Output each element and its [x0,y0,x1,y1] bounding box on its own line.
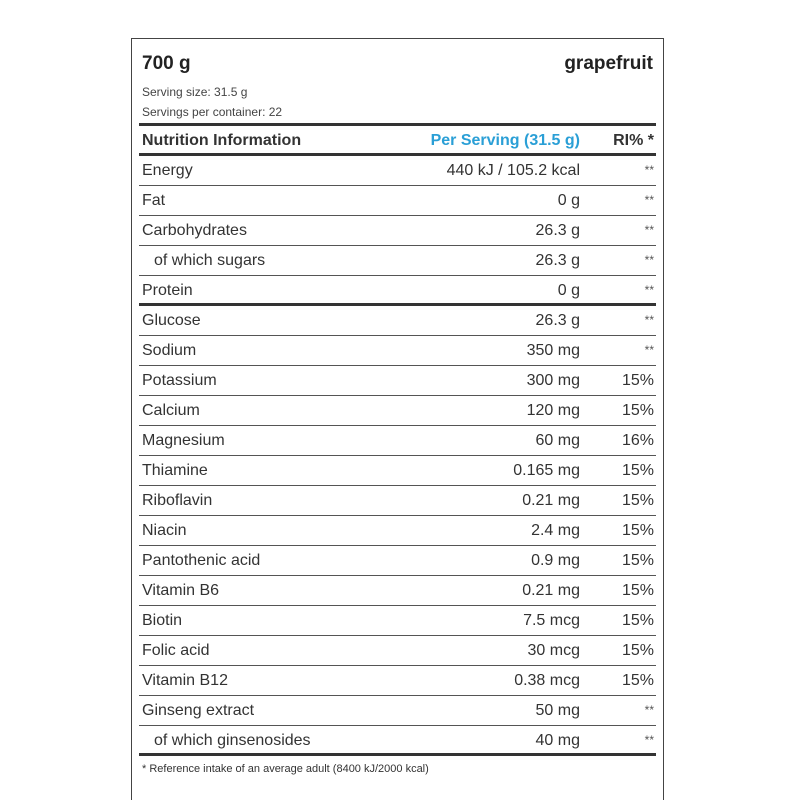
nutrient-name: Niacin [142,522,187,539]
table-row [139,546,656,576]
column-header-per-serving: Per Serving (31.5 g) [430,132,580,149]
nutrient-amount: 40 mg [535,732,580,749]
nutrient-name: Energy [142,162,193,179]
nutrient-amount: 0.9 mg [531,552,580,569]
nutrient-amount: 0.21 mg [522,492,580,509]
nutrient-amount: 26.3 g [535,222,580,239]
nutrient-name: Thiamine [142,462,208,479]
nutrient-ri: 15% [621,492,654,509]
table-row [139,306,656,336]
product-flavor: grapefruit [564,53,653,74]
nutrient-name: Vitamin B12 [142,672,228,689]
nutrient-ri: 15% [621,552,654,569]
nutrient-name: of which ginsenosides [154,732,311,749]
nutrient-amount: 120 mg [526,402,580,419]
nutrient-name: Sodium [142,342,197,359]
nutrient-ri: 15% [621,642,654,659]
nutrient-amount: 50 mg [535,702,580,719]
table-row [139,426,656,456]
nutrient-amount: 2.4 mg [531,522,580,539]
nutrient-amount: 440 kJ / 105.2 kcal [446,162,580,179]
nutrient-ri: 15% [621,612,654,629]
table-row [139,216,656,246]
nutrient-name: Folic acid [142,642,210,659]
footnote: * Reference intake of an average adult (8400 kJ/2000 kcal) [142,763,429,775]
nutrient-name: Biotin [142,612,183,629]
nutrient-name: Magnesium [142,432,225,449]
table-body [139,156,656,756]
nutrient-ri: ** [644,703,654,717]
nutrient-name: Vitamin B6 [142,582,220,599]
nutrient-amount: 7.5 mcg [523,612,580,629]
nutrient-name: Fat [142,192,166,209]
nutrient-name: Calcium [142,402,200,419]
nutrient-amount: 0.21 mg [522,582,580,599]
table-row [139,636,656,666]
table-row [139,606,656,636]
nutrient-amount: 300 mg [526,372,580,389]
nutrient-amount: 60 mg [535,432,580,449]
table-row [139,696,656,726]
nutrient-name: Protein [142,282,193,299]
nutrient-name: Carbohydrates [142,222,247,239]
nutrient-amount: 0 g [557,192,580,209]
nutrient-ri: ** [644,343,654,357]
table-row [139,336,656,366]
nutrient-amount: 0.38 mcg [514,672,580,689]
nutrient-name: Potassium [142,372,217,389]
nutrient-name: Pantothenic acid [142,552,261,569]
nutrient-name: of which sugars [154,252,266,269]
nutrient-ri: ** [644,163,654,177]
nutrient-ri: ** [644,223,654,237]
table-row [139,186,656,216]
nutrient-name: Riboflavin [142,492,213,509]
nutrient-ri: ** [644,193,654,207]
nutrient-amount: 26.3 g [535,252,580,269]
table-row [139,726,656,756]
nutrient-ri: ** [644,253,654,267]
serving-size: Serving size: 31.5 g [142,85,248,99]
nutrient-ri: 15% [621,672,654,689]
nutrient-ri: 15% [621,372,654,389]
table-row [139,366,656,396]
column-header-ri: RI% * [613,132,654,149]
nutrient-amount: 0 g [557,282,580,299]
table-row [139,276,656,306]
nutrient-name: Glucose [142,312,201,329]
servings-per-container: Servings per container: 22 [142,105,283,119]
nutrient-ri: ** [644,283,654,297]
table-row [139,576,656,606]
table-row [139,456,656,486]
nutrient-ri: ** [644,733,654,747]
nutrient-ri: ** [644,313,654,327]
nutrient-amount: 26.3 g [535,312,580,329]
product-weight: 700 g [142,53,191,74]
nutrient-name: Ginseng extract [142,702,255,719]
nutrient-ri: 15% [621,582,654,599]
nutrient-ri: 16% [621,432,654,449]
table-row [139,486,656,516]
table-row [139,246,656,276]
nutrient-ri: 15% [621,402,654,419]
nutrition-table [139,124,656,756]
table-row [139,396,656,426]
nutrient-amount: 0.165 mg [513,462,580,479]
nutrient-amount: 30 mcg [527,642,580,659]
nutrient-amount: 350 mg [526,342,580,359]
table-row [139,516,656,546]
table-header-row [139,124,656,156]
nutrient-ri: 15% [621,462,654,479]
table-row [139,666,656,696]
nutrient-ri: 15% [621,522,654,539]
table-row [139,156,656,186]
column-header-nutrient: Nutrition Information [142,132,302,149]
nutrition-label [131,38,664,800]
